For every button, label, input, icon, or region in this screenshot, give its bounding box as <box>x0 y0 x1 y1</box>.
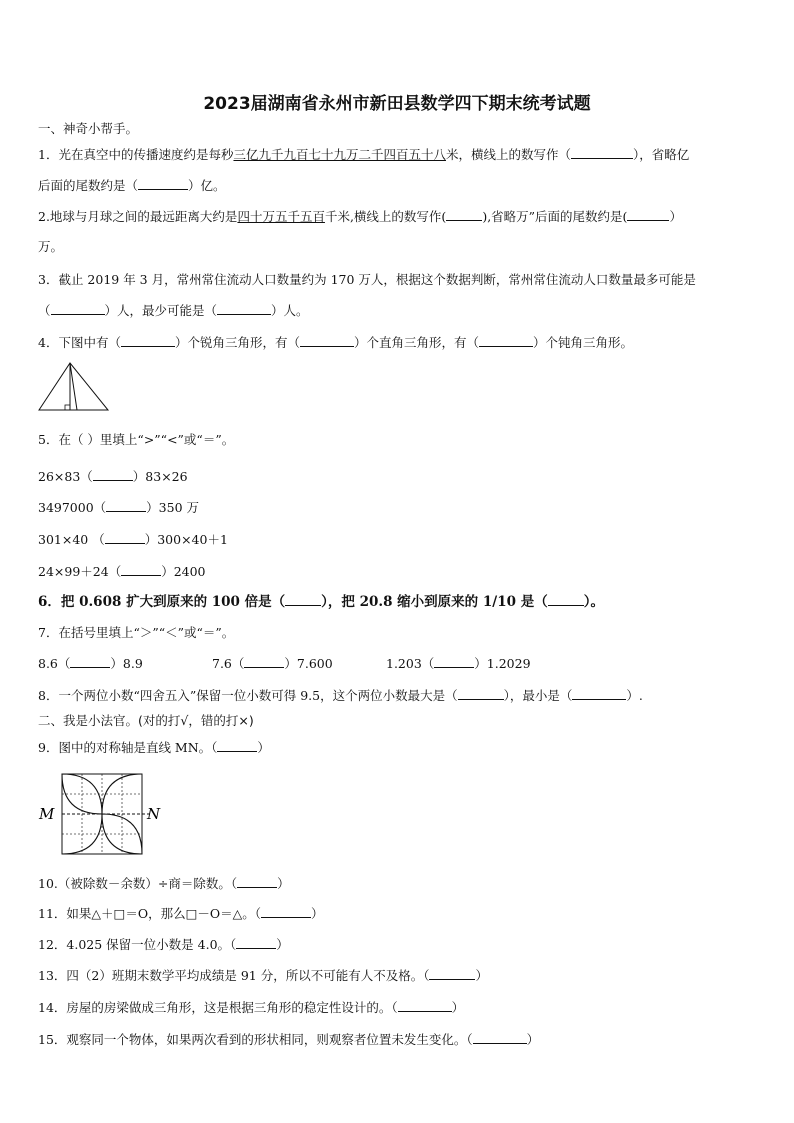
q15-text: 15．观察同一个物体，如果两次看到的形状相同，则观察者位置未发生变化。（ <box>38 1032 473 1047</box>
q5-row2-left: 3497000（ <box>38 500 107 515</box>
question-1-line-2 <box>38 177 226 194</box>
question-2-line-1 <box>38 208 682 225</box>
q7-item-3 <box>386 655 531 672</box>
answer-blank[interactable] <box>446 208 482 221</box>
q5-row-3 <box>38 531 228 548</box>
q1-text-d: 后面的尾数约是（ <box>38 178 139 193</box>
q5-row3-left: 301×40 （ <box>38 532 105 547</box>
q3-text-d: ）人。 <box>271 303 309 318</box>
answer-blank[interactable] <box>627 208 669 221</box>
q5-row3-right: ）300×40＋1 <box>144 532 228 547</box>
answer-blank[interactable] <box>244 655 284 668</box>
q9-text-a: 9．图中的对称轴是直线 MN。（ <box>38 740 218 755</box>
q5-row2-right: ）350 万 <box>146 500 200 515</box>
q8-text-a: 8．一个两位小数“四舍五入”保留一位小数可得 9.5，这个两位小数最大是（ <box>38 688 458 703</box>
q2-text-b: 千米,横线上的数写作( <box>324 209 447 224</box>
label-m: M <box>39 805 55 823</box>
q1-text-e: ）亿。 <box>188 178 226 193</box>
question-1-line-1 <box>38 146 689 163</box>
q5-row4-left: 24×99＋24（ <box>38 564 122 579</box>
q7-item1-right: ）8.9 <box>110 656 143 671</box>
q13-text: 13．四（2）班期末数学平均成绩是 91 分，所以不可能有人不及格。（ <box>38 968 430 983</box>
answer-blank[interactable] <box>285 593 321 606</box>
answer-blank[interactable] <box>398 999 452 1012</box>
question-3-line-1: 3．截止 2019 年 3 月，常州常住流动人口数量约为 170 万人，根据这个数据判断，常州常住流动人口数量最多可能是 <box>38 272 696 287</box>
answer-blank[interactable] <box>300 334 354 347</box>
q6-text-c: ）。 <box>583 594 604 610</box>
q4-text-d: ）个钝角三角形。 <box>533 335 634 350</box>
answer-blank[interactable] <box>121 563 161 576</box>
question-15 <box>38 1031 539 1048</box>
answer-blank[interactable] <box>434 655 474 668</box>
q11-close: ） <box>311 906 324 921</box>
q2-text-d: ） <box>669 209 682 224</box>
answer-blank[interactable] <box>138 177 188 190</box>
question-13 <box>38 967 488 984</box>
answer-blank[interactable] <box>458 687 504 700</box>
q5-row1-right: ）83×26 <box>132 469 188 484</box>
q5-row-4 <box>38 563 206 580</box>
question-9 <box>38 739 270 756</box>
q2-text-c: ),省略万”后面的尾数约是( <box>482 209 628 224</box>
question-10 <box>38 875 290 892</box>
q5-row1-left: 26×83（ <box>38 469 93 484</box>
q9-text-b: ） <box>257 740 270 755</box>
section-heading-1: 一、神奇小帮手。 <box>38 121 139 136</box>
answer-blank[interactable] <box>106 499 146 512</box>
q8-text-c: ）. <box>626 688 643 703</box>
q12-close: ） <box>276 937 289 952</box>
question-5: 5．在（ ）里填上“>”“<”或“＝”。 <box>38 432 235 447</box>
q10-close: ） <box>277 876 290 891</box>
q14-close: ） <box>451 1000 465 1015</box>
q7-item1-left: 8.6（ <box>38 656 71 671</box>
q2-text: 2.地球与月球之间的最远距离大约是 <box>38 209 238 224</box>
q4-text-a: 4．下图中有（ <box>38 335 121 350</box>
label-n: N <box>147 805 161 823</box>
answer-blank[interactable] <box>473 1031 527 1044</box>
right-angle-mark <box>65 405 70 410</box>
section-heading-2: 二、我是小法官。(对的打√，错的打×) <box>38 713 254 728</box>
q4-text-c: ）个直角三角形，有（ <box>353 335 479 350</box>
question-12 <box>38 936 289 953</box>
question-3-line-2 <box>38 302 309 319</box>
answer-blank[interactable] <box>237 875 277 888</box>
question-4 <box>38 334 633 351</box>
answer-blank[interactable] <box>93 468 133 481</box>
q14-text: 14．房屋的房梁做成三角形，这是根据三角形的稳定性设计的。（ <box>38 1000 398 1015</box>
q7-item2-left: 7.6（ <box>212 656 245 671</box>
page-title: 2023届湖南省永州市新田县数学四下期末统考试题 <box>203 94 591 114</box>
question-2-line-2: 万。 <box>38 239 64 254</box>
q2-underlined-number: 四十万五千五百 <box>237 209 325 224</box>
answer-blank[interactable] <box>51 302 105 315</box>
symmetry-figure <box>36 770 166 858</box>
q5-row-2 <box>38 499 199 516</box>
answer-blank[interactable] <box>572 687 626 700</box>
q15-close: ） <box>526 1032 540 1047</box>
question-11 <box>38 905 324 922</box>
answer-blank[interactable] <box>217 302 271 315</box>
triangle-figure <box>36 360 112 414</box>
q1-text-c: ），省略亿 <box>633 147 690 162</box>
q7-item3-right: ）1.2029 <box>474 656 531 671</box>
answer-blank[interactable] <box>121 334 175 347</box>
q7-item-2 <box>212 655 333 672</box>
q1-text: 1．光在真空中的传播速度约是每秒 <box>38 147 234 162</box>
answer-blank[interactable] <box>479 334 533 347</box>
q1-text-b: 米，横线上的数写作（ <box>445 147 571 162</box>
q7-item2-right: ）7.600 <box>284 656 333 671</box>
q6-text-a: 6．把 0.608 扩大到原来的 100 倍是（ <box>38 594 286 610</box>
answer-blank[interactable] <box>105 531 145 544</box>
answer-blank[interactable] <box>236 936 276 949</box>
q6-text-b: ），把 20.8 缩小到原来的 1/10 是（ <box>321 594 548 610</box>
q5-row4-right: ）2400 <box>161 564 206 579</box>
question-6 <box>38 593 604 610</box>
answer-blank[interactable] <box>70 655 110 668</box>
answer-blank[interactable] <box>217 739 257 752</box>
answer-blank[interactable] <box>261 905 311 918</box>
answer-blank[interactable] <box>548 593 584 606</box>
q3-text-b: （ <box>38 303 51 318</box>
q7-item3-left: 1.203（ <box>386 656 435 671</box>
q8-text-b: ），最小是（ <box>503 688 573 703</box>
q10-text: 10.（被除数－余数）÷商＝除数。（ <box>38 876 238 891</box>
q1-underlined-number: 三亿九千九百七十九万二千四百五十八 <box>233 147 446 162</box>
q13-close: ） <box>475 968 488 983</box>
q3-text-c: ）人，最少可能是（ <box>104 303 218 318</box>
question-14 <box>38 999 464 1016</box>
q7-item-1 <box>38 655 143 672</box>
q5-row-1 <box>38 468 188 485</box>
answer-blank[interactable] <box>571 146 633 159</box>
question-8 <box>38 687 643 704</box>
question-7: 7．在括号里填上“＞”“＜”或“＝”。 <box>38 625 235 640</box>
q12-text: 12．4.025 保留一位小数是 4.0。（ <box>38 937 237 952</box>
answer-blank[interactable] <box>429 967 475 980</box>
q11-text: 11．如果△＋□＝O，那么□－O＝△。（ <box>38 906 261 921</box>
q4-text-b: ）个锐角三角形，有（ <box>174 335 300 350</box>
